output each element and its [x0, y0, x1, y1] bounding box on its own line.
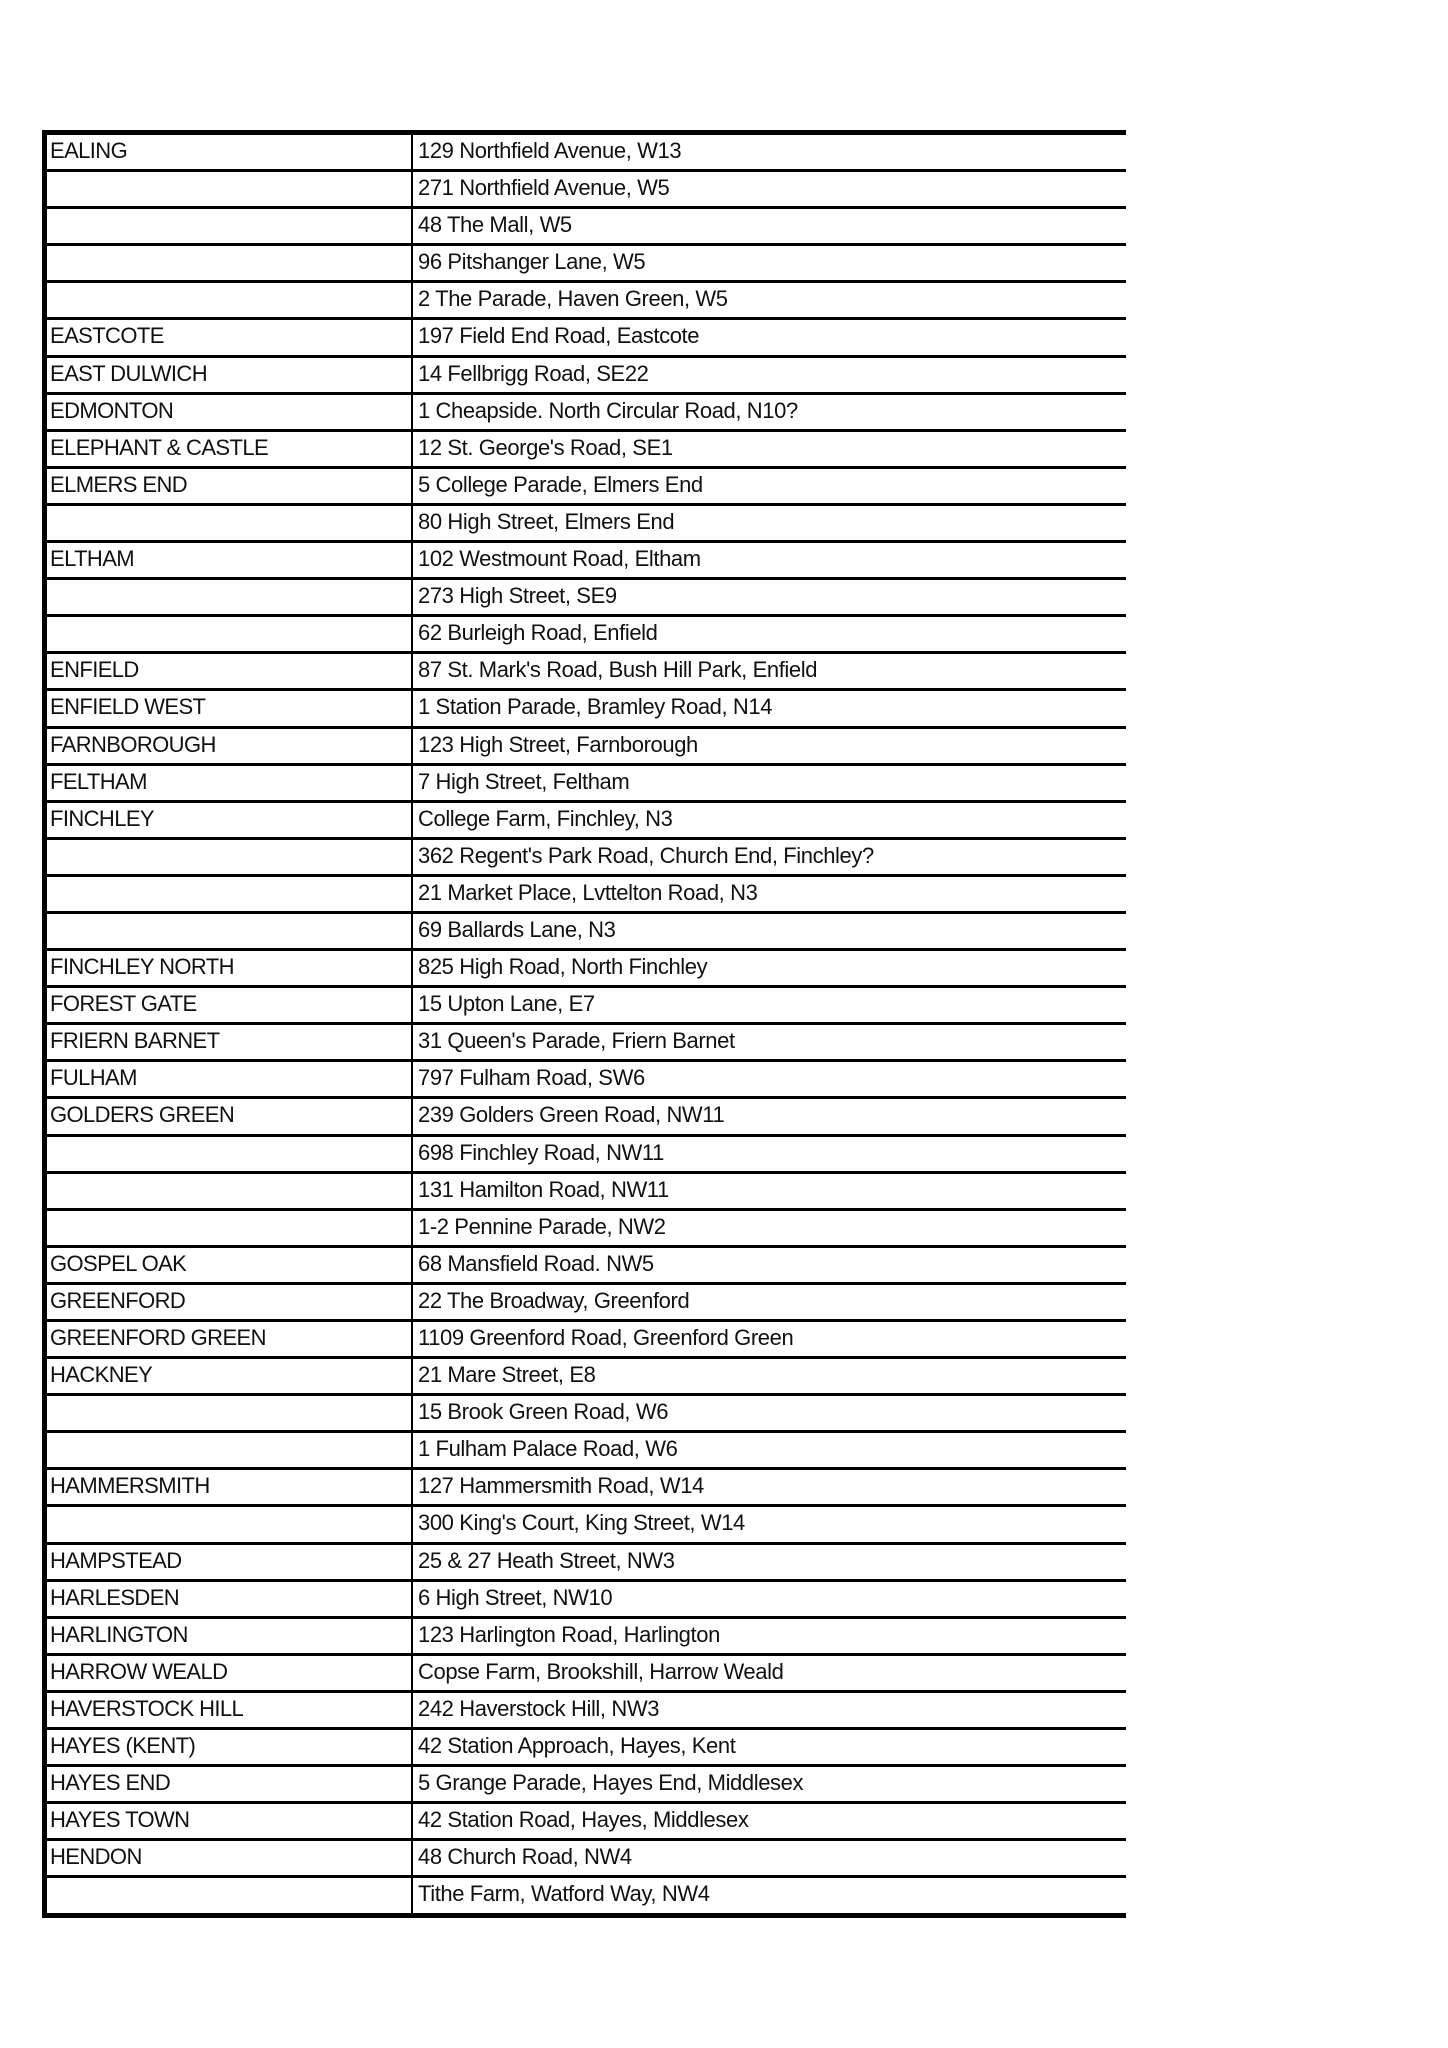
table-row [47, 469, 1126, 506]
table-row [47, 135, 1126, 172]
address-cell: 15 Brook Green Road, W6 [418, 1399, 669, 1425]
address-table [42, 130, 1126, 1918]
address-cell: 5 College Parade, Elmers End [418, 471, 703, 497]
table-row [47, 580, 1126, 617]
area-cell [47, 1507, 413, 1541]
table-row [47, 358, 1126, 395]
area-cell [47, 877, 413, 911]
address-cell: 87 St. Mark's Road, Bush Hill Park, Enfield [418, 657, 818, 683]
address-cell: Tithe Farm, Watford Way, NW4 [418, 1881, 710, 1907]
address-cell: 242 Haverstock Hill, NW3 [418, 1695, 660, 1721]
table-row [47, 1248, 1126, 1285]
address-cell: 271 Northfield Avenue, W5 [418, 175, 670, 201]
area-cell [47, 246, 413, 280]
area-cell: HACKNEY [47, 1359, 413, 1393]
area-cell [47, 172, 413, 206]
area-cell: ENFIELD [47, 654, 413, 688]
table-row [47, 506, 1126, 543]
area-cell [47, 1396, 413, 1430]
table-row [47, 877, 1126, 914]
area-cell: ELMERS END [47, 469, 413, 503]
table-row [47, 1656, 1126, 1693]
table-row [47, 283, 1126, 320]
area-cell [47, 209, 413, 243]
address-cell: College Farm, Finchley, N3 [418, 805, 673, 831]
area-cell: EDMONTON [47, 395, 413, 429]
address-cell: 21 Market Place, Lvttelton Road, N3 [418, 879, 758, 905]
area-cell: GOLDERS GREEN [47, 1099, 413, 1133]
table-row [47, 840, 1126, 877]
address-cell: 123 High Street, Farnborough [418, 731, 698, 757]
table-row [47, 1359, 1126, 1396]
table-row [47, 1025, 1126, 1062]
table-row [47, 1211, 1126, 1248]
address-cell: 197 Field End Road, Eastcote [418, 323, 700, 349]
area-cell: HAMPSTEAD [47, 1545, 413, 1579]
address-cell: 362 Regent's Park Road, Church End, Finchley? [418, 842, 874, 868]
address-cell: 123 Harlington Road, Harlington [418, 1621, 720, 1647]
address-cell: 68 Mansfield Road. NW5 [418, 1250, 654, 1276]
table-row [47, 766, 1126, 803]
area-cell [47, 1433, 413, 1467]
table-row [47, 951, 1126, 988]
area-cell [47, 1211, 413, 1245]
address-cell: 102 Westmount Road, Eltham [418, 546, 701, 572]
address-cell: 42 Station Approach, Hayes, Kent [418, 1733, 736, 1759]
area-cell [47, 1878, 413, 1912]
area-cell [47, 914, 413, 948]
table-row [47, 1470, 1126, 1507]
area-cell [47, 580, 413, 614]
table-row [47, 1804, 1126, 1841]
table-row [47, 1285, 1126, 1322]
area-cell: FARNBOROUGH [47, 729, 413, 763]
address-cell: 1 Fulham Palace Road, W6 [418, 1436, 678, 1462]
address-cell: 1109 Greenford Road, Greenford Green [418, 1325, 794, 1350]
address-cell: 239 Golders Green Road, NW11 [418, 1102, 725, 1128]
address-cell: 96 Pitshanger Lane, W5 [418, 249, 646, 275]
area-cell: FULHAM [47, 1062, 413, 1096]
address-cell: 62 Burleigh Road, Enfield [418, 620, 658, 646]
table-row [47, 803, 1126, 840]
table-row [47, 1137, 1126, 1174]
address-cell: 1 Cheapside. North Circular Road, N10? [418, 397, 798, 423]
area-cell: EALING [47, 135, 413, 169]
area-cell: GOSPEL OAK [47, 1248, 413, 1282]
address-cell: 69 Ballards Lane, N3 [418, 916, 616, 942]
area-cell [47, 283, 413, 317]
area-cell: GREENFORD GREEN [47, 1322, 413, 1356]
area-cell: HENDON [47, 1841, 413, 1875]
area-cell [47, 1174, 413, 1208]
address-cell: 31 Queen's Parade, Friern Barnet [418, 1028, 735, 1054]
table-row [47, 1730, 1126, 1767]
table-row [47, 1099, 1126, 1136]
address-cell: 6 High Street, NW10 [418, 1584, 613, 1610]
table-row [47, 1841, 1126, 1878]
area-cell: EAST DULWICH [47, 358, 413, 392]
table-row [47, 1174, 1126, 1211]
address-cell: 22 The Broadway, Greenford [418, 1287, 690, 1313]
table-row [47, 209, 1126, 246]
area-cell: FINCHLEY [47, 803, 413, 837]
table-row [47, 320, 1126, 357]
address-cell: Copse Farm, Brookshill, Harrow Weald [418, 1658, 784, 1684]
area-cell: HAMMERSMITH [47, 1470, 413, 1504]
area-cell [47, 506, 413, 540]
area-cell: HAYES (KENT) [47, 1730, 413, 1764]
area-cell: FRIERN BARNET [47, 1025, 413, 1059]
table-row [47, 654, 1126, 691]
address-cell: 698 Finchley Road, NW11 [418, 1139, 664, 1165]
address-cell: 127 Hammersmith Road, W14 [418, 1473, 704, 1499]
area-cell: HAYES TOWN [47, 1804, 413, 1838]
area-cell: ELTHAM [47, 543, 413, 577]
table-row [47, 691, 1126, 728]
address-cell: 12 St. George's Road, SE1 [418, 434, 673, 460]
address-cell: 5 Grange Parade, Hayes End, Middlesex [418, 1770, 804, 1796]
address-cell: 1-2 Pennine Parade, NW2 [418, 1213, 666, 1239]
table-row [47, 172, 1126, 209]
address-cell: 48 The Mall, W5 [418, 212, 572, 238]
address-cell: 129 Northfield Avenue, W13 [418, 138, 682, 163]
area-cell: FINCHLEY NORTH [47, 951, 413, 985]
area-cell: HARLESDEN [47, 1582, 413, 1616]
area-cell: ELEPHANT & CASTLE [47, 432, 413, 466]
area-cell: HARROW WEALD [47, 1656, 413, 1690]
area-cell: ENFIELD WEST [47, 691, 413, 725]
table-row [47, 1582, 1126, 1619]
address-cell: 48 Church Road, NW4 [418, 1844, 632, 1870]
area-cell [47, 840, 413, 874]
table-row [47, 432, 1126, 469]
address-cell: 42 Station Road, Hayes, Middlesex [418, 1807, 749, 1833]
table-row [47, 729, 1126, 766]
table-row [47, 395, 1126, 432]
address-cell: 2 The Parade, Haven Green, W5 [418, 286, 728, 312]
address-cell: 273 High Street, SE9 [418, 583, 617, 609]
table-row [47, 1507, 1126, 1544]
area-cell [47, 617, 413, 651]
address-cell: 7 High Street, Feltham [418, 768, 630, 794]
table-row [47, 914, 1126, 951]
address-cell: 797 Fulham Road, SW6 [418, 1065, 645, 1091]
table-row [47, 1767, 1126, 1804]
table-row [47, 988, 1126, 1025]
area-cell: FOREST GATE [47, 988, 413, 1022]
address-cell: 14 Fellbrigg Road, SE22 [418, 360, 649, 386]
area-cell: HAYES END [47, 1767, 413, 1801]
table-row [47, 1322, 1126, 1359]
address-cell: 25 & 27 Heath Street, NW3 [418, 1547, 675, 1573]
address-cell: 300 King's Court, King Street, W14 [418, 1510, 745, 1536]
address-cell: 131 Hamilton Road, NW11 [418, 1176, 669, 1202]
area-cell [47, 1137, 413, 1171]
address-cell: 21 Mare Street, E8 [418, 1362, 596, 1388]
area-cell: EASTCOTE [47, 320, 413, 354]
table-row [47, 1433, 1126, 1470]
table-row [47, 1693, 1126, 1730]
table-row [47, 543, 1126, 580]
table-row [47, 1619, 1126, 1656]
area-cell: HARLINGTON [47, 1619, 413, 1653]
address-cell: 80 High Street, Elmers End [418, 508, 675, 534]
table-row [47, 1545, 1126, 1582]
table-row [47, 1062, 1126, 1099]
area-cell: GREENFORD [47, 1285, 413, 1319]
address-cell: 15 Upton Lane, E7 [418, 991, 595, 1017]
address-cell: 1 Station Parade, Bramley Road, N14 [418, 694, 773, 720]
table-row [47, 1396, 1126, 1433]
area-cell: FELTHAM [47, 766, 413, 800]
address-cell: 825 High Road, North Finchley [418, 954, 708, 980]
table-row [47, 1878, 1126, 1912]
table-row [47, 617, 1126, 654]
area-cell: HAVERSTOCK HILL [47, 1693, 413, 1727]
table-row [47, 246, 1126, 283]
